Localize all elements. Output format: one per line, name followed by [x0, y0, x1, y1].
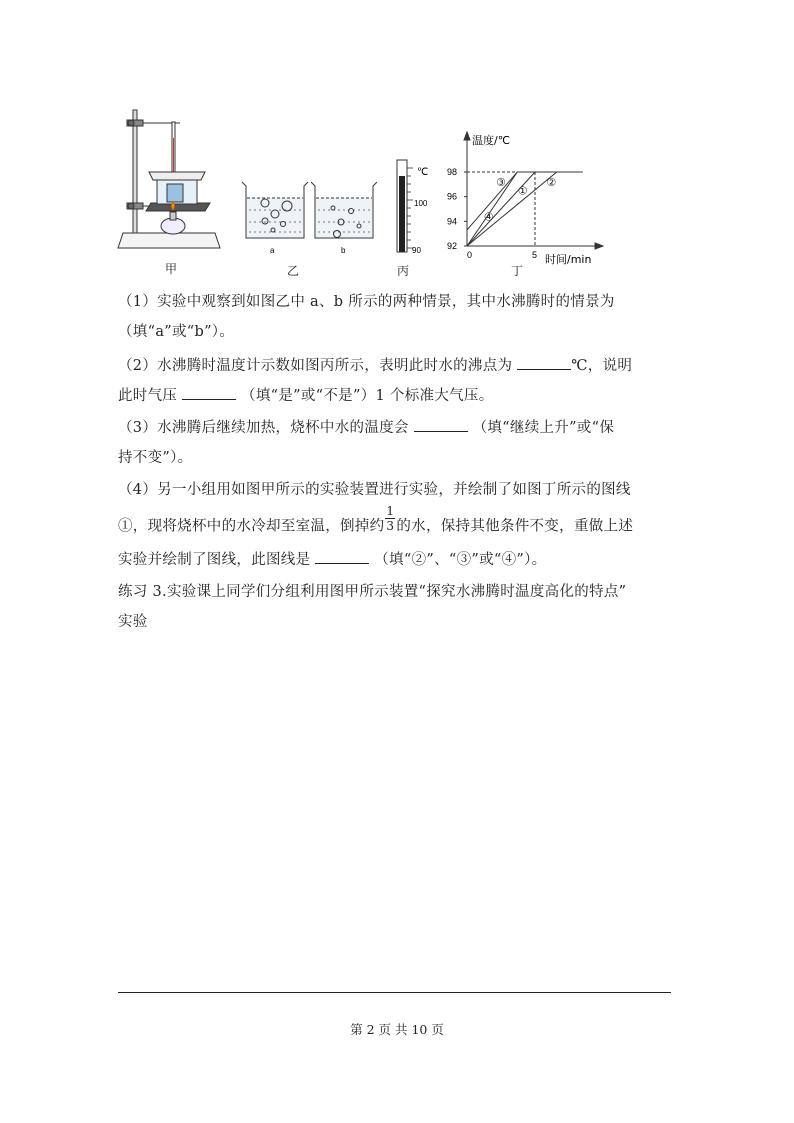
series-label-3: ③	[496, 175, 506, 189]
y-tick-label-92: 92	[447, 241, 458, 251]
q1-text-2: （填“a”或“b”）。	[118, 324, 235, 340]
q1-text: （1）实验中观察到如图乙中 a、b 所示的两种情景，其中水沸腾时的情景为	[118, 294, 615, 310]
question-4-line-2	[118, 504, 634, 541]
ding-origin-label: 0	[467, 250, 473, 260]
bing-tick-90: 90	[412, 246, 421, 255]
q3-text-a: （3）水沸腾后继续加热，烧杯中水的温度会	[118, 420, 409, 436]
figures-svg	[115, 98, 615, 278]
y-tick-label-98: 98	[447, 167, 458, 177]
q4-text-e: （填“②”、“③”或“④”）。	[374, 552, 547, 568]
figures-row	[115, 98, 615, 278]
caption-jia: 甲	[165, 262, 178, 276]
question-3-line-1	[118, 416, 614, 437]
footer-divider	[118, 992, 671, 993]
thermometer-figure-bing	[397, 160, 413, 252]
exercise-3-line-2	[118, 610, 148, 631]
q4-text-a: （4）另一小组用如图甲所示的实验装置进行实验，并绘制了如图丁所示的图线	[118, 482, 631, 498]
series-label-4: ④	[483, 210, 494, 224]
q4-graph-line-blank[interactable]	[315, 549, 369, 564]
exercise-text-2: 实验	[118, 614, 148, 630]
question-1-line-2	[118, 320, 234, 341]
question-2-line-1	[118, 354, 632, 375]
one-third-fraction	[385, 504, 395, 533]
ding-y-axis-label: 温度/℃	[472, 134, 511, 147]
q3-temperature-blank[interactable]	[414, 417, 468, 432]
caption-bing: 丙	[397, 264, 410, 278]
question-1-line-1	[118, 290, 615, 311]
beaker-b-label: b	[341, 246, 346, 255]
caption-ding: 丁	[511, 264, 524, 278]
series-label-2: ②	[546, 175, 557, 189]
series-label-1: ①	[517, 184, 528, 198]
exercise-3-line-1	[118, 580, 626, 601]
beaker-a-label: a	[270, 246, 275, 255]
q2-text-d: （填“是”或“不是”）1 个标准大气压。	[241, 388, 494, 404]
caption-yi: 乙	[287, 264, 300, 278]
bing-unit-label: ℃	[417, 167, 429, 178]
beakers-figure-yi	[242, 182, 377, 238]
q4-text-b: ①，现将烧杯中的水冷却至室温，倒掉约	[118, 518, 385, 535]
q2-text-b: ℃，说明	[571, 358, 633, 374]
q2-pressure-blank[interactable]	[182, 385, 236, 400]
q2-boiling-point-blank[interactable]	[517, 355, 571, 370]
fraction-numerator: 1	[386, 504, 395, 518]
question-4-line-3	[118, 548, 546, 569]
apparatus-figure-jia	[118, 110, 220, 248]
page-footer: 第 2 页 共 10 页	[350, 1022, 444, 1037]
series-line-1	[467, 172, 583, 246]
q2-text-a: （2）水沸腾时温度计示数如图丙所示，表明此时水的沸点为	[118, 358, 513, 374]
x-tick-label-5: 5	[532, 250, 538, 260]
q2-text-c: 此时气压	[118, 388, 178, 404]
q3-text-b: （填“继续上升”或“保	[472, 420, 615, 436]
question-3-line-2	[118, 446, 192, 467]
bing-tick-100: 100	[414, 199, 428, 208]
y-tick-label-96: 96	[447, 191, 458, 202]
fraction-denominator: 3	[386, 519, 395, 533]
y-tick-label-94: 94	[447, 216, 458, 227]
question-2-line-2	[118, 384, 494, 405]
exercise-text-1: 练习 3.实验课上同学们分组利用图甲所示装置“探究水沸腾时温度高化的特点”	[118, 584, 627, 600]
ding-x-axis-label: 时间/min	[545, 253, 592, 266]
question-4-line-1	[118, 478, 631, 499]
q4-text-d: 实验并绘制了图线，此图线是	[118, 552, 311, 568]
q3-text-c: 持不变”）。	[118, 450, 193, 466]
q4-text-c: 的水，保持其他条件不变，重做上述	[396, 518, 634, 535]
